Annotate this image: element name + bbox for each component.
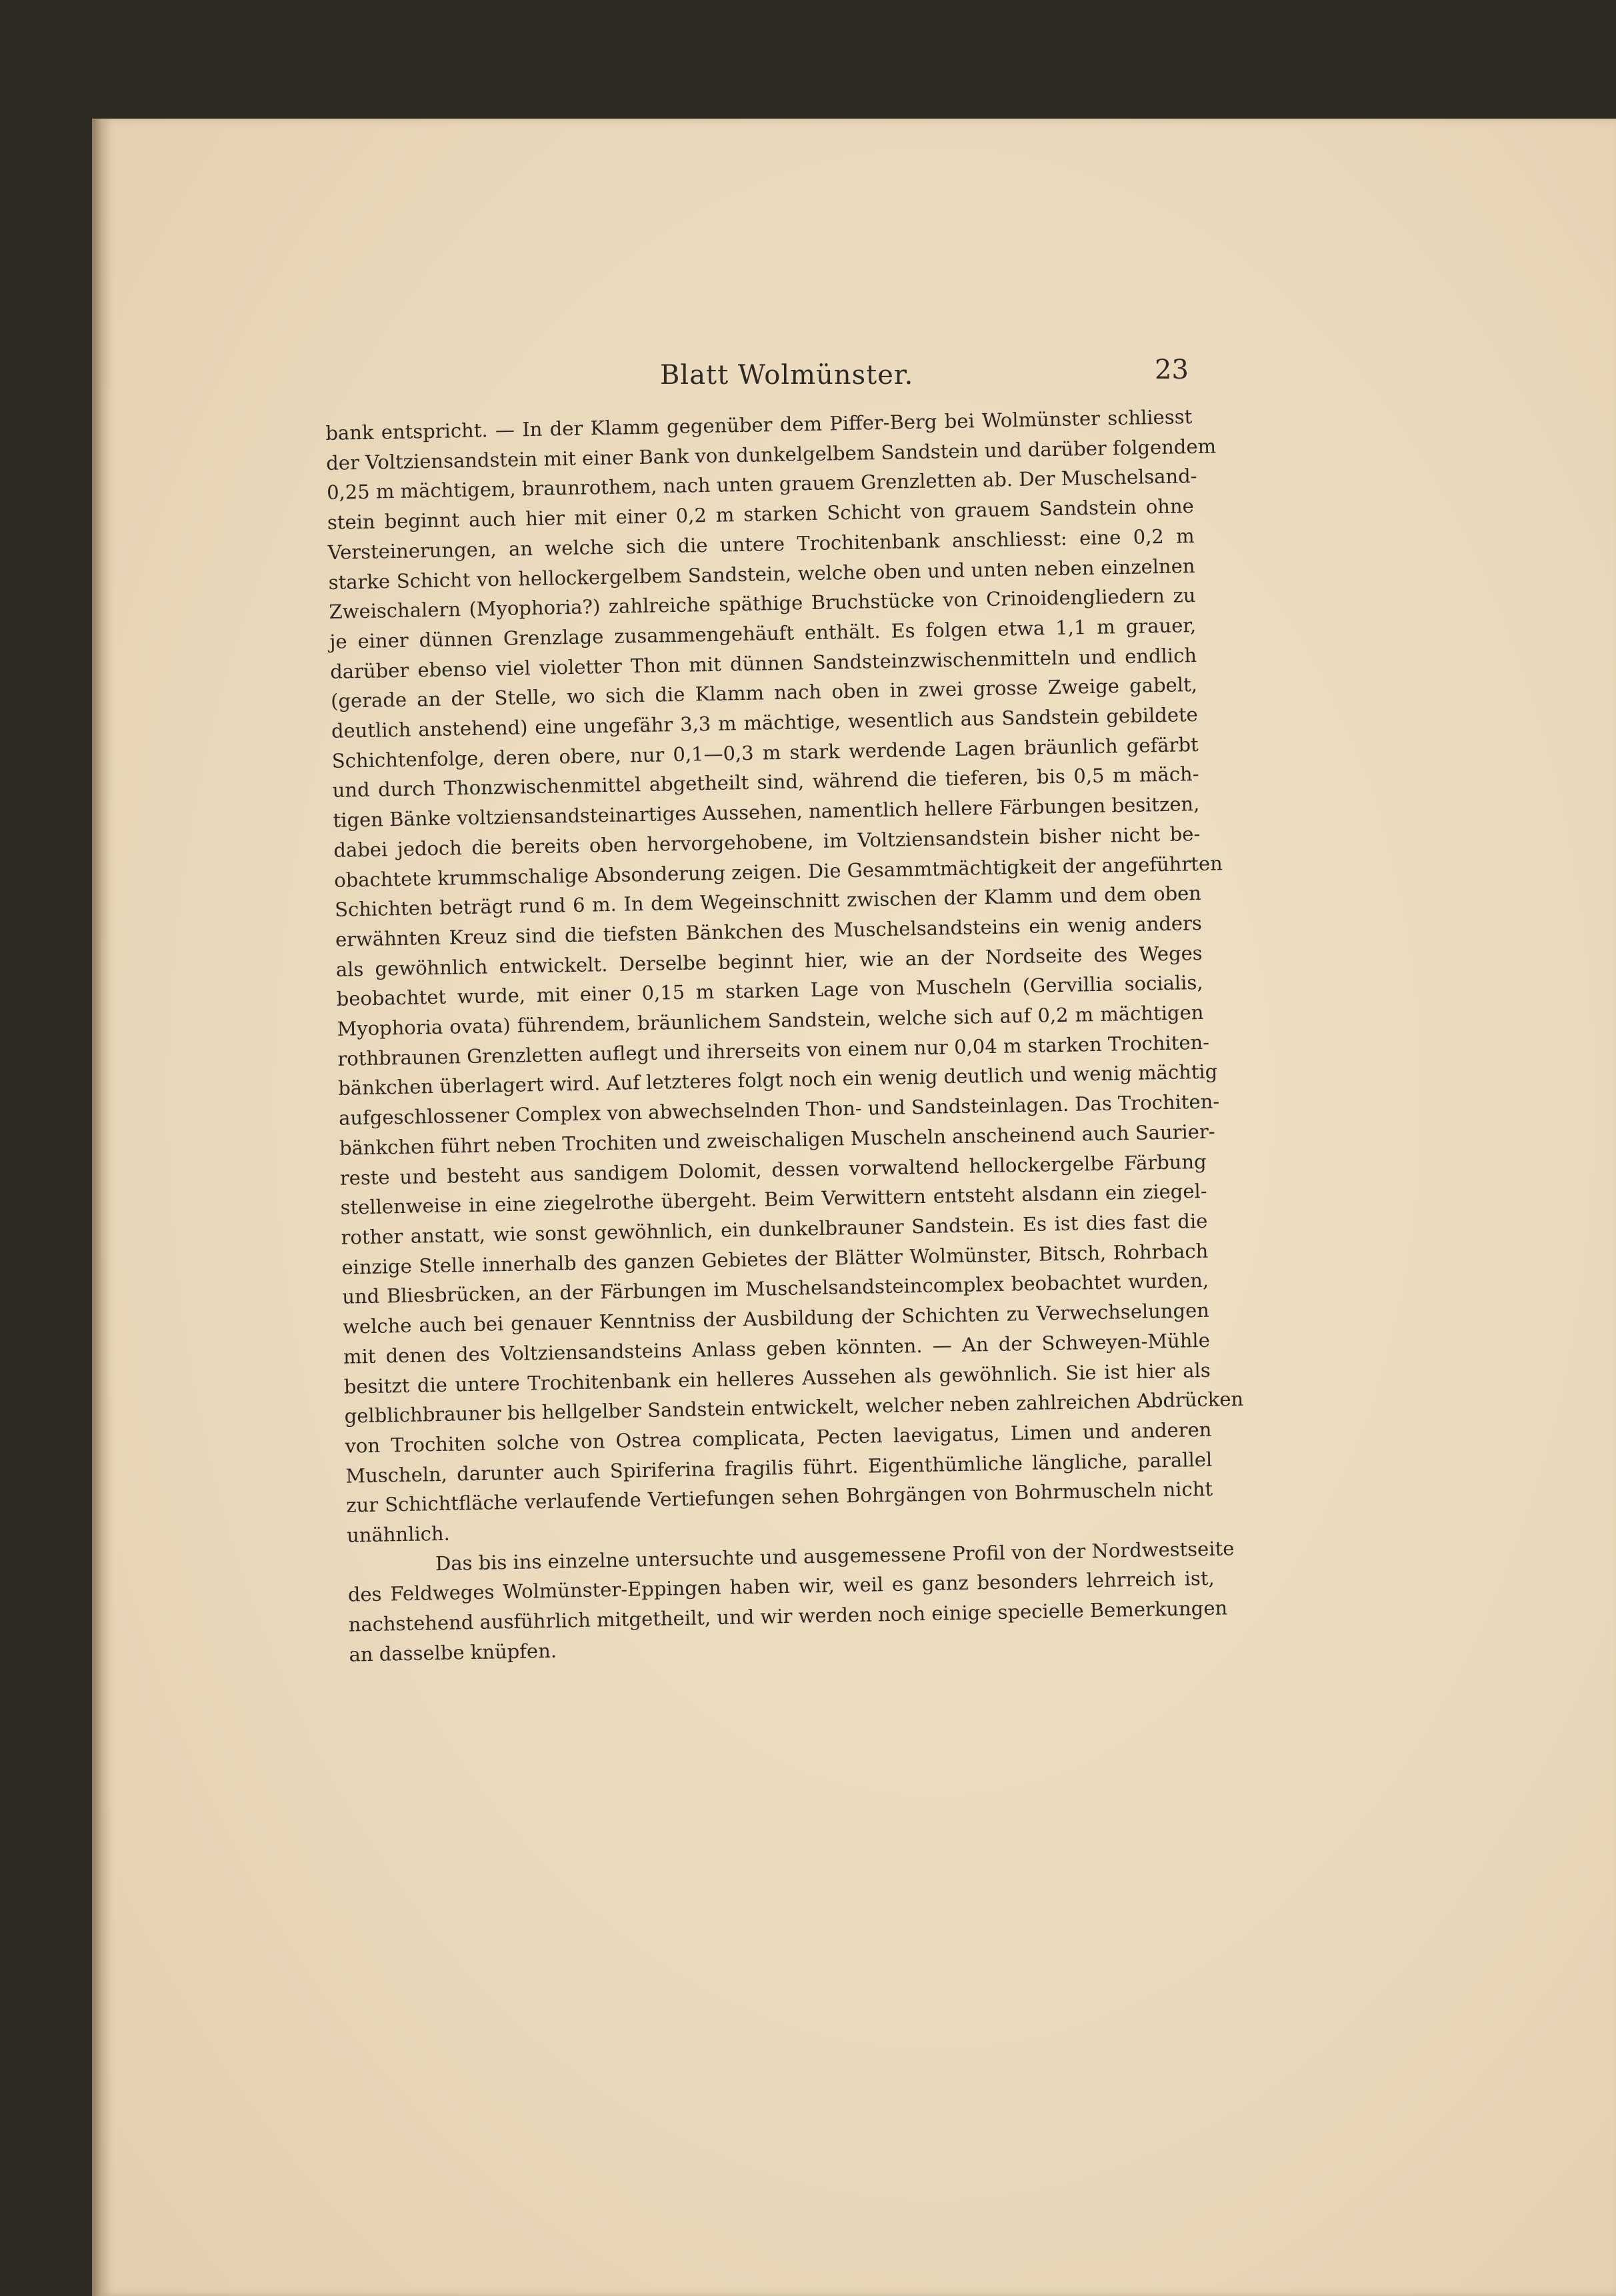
- text-line: stellenweise in eine ziegelrothe übergeht. Beim Verwittern entsteht alsdann ein ziegel-: [340, 1180, 1207, 1220]
- text-line: Schichten beträgt rund 6 m. In dem Wegeinschnitt zwischen der Klamm und dem oben: [334, 882, 1202, 922]
- text-line: welche auch bei genauer Kenntniss der Ausbildung der Schichten zu Verwechselungen: [342, 1298, 1210, 1338]
- text-line: obachtete krummschalige Absonderung zeigen. Die Gesammtmächtigkeit der angeführten: [333, 851, 1223, 892]
- text-line: bank entspricht. — In der Klamm gegenüber dem Piffer-Berg bei Wolmünster schliesst: [325, 405, 1193, 445]
- text-line: starke Schicht von hellockergelbem Sandstein, welche oben und unten neben einzelnen: [328, 554, 1195, 594]
- text-line: beobachtet wurde, mit einer 0,15 m starken Lage von Muscheln (Gervillia socialis,: [336, 971, 1203, 1011]
- text-line: Das bis ins einzelne untersuchte und ausgemessene Profil von der Nordwestseite: [435, 1536, 1235, 1575]
- text-line: reste und besteht aus sandigem Dolomit, dessen vorwaltend hellockergelbe Färbung: [339, 1150, 1207, 1190]
- text-line: bänkchen führt neben Trochiten und zweischaligen Muscheln anscheinend auch Saurier-: [339, 1120, 1215, 1160]
- text-line: des Feldweges Wolmünster-Eppingen haben wir, weil es ganz besonders lehrreich ist,: [347, 1567, 1215, 1607]
- text-line: Zweischalern (Myophoria?) zahlreiche späthige Bruchstücke von Crinoidengliedern zu: [329, 584, 1196, 624]
- text-line: tigen Bänke voltziensandsteinartiges Aussehen, namentlich hellere Färbungen besitzen,: [333, 792, 1200, 832]
- text-line: unähnlich.: [346, 1522, 451, 1547]
- text-line: Muscheln, darunter auch Spiriferina fragilis führt. Eigenthümliche längliche, parallel: [345, 1448, 1213, 1488]
- text-line: an dasselbe knüpfen.: [349, 1639, 557, 1666]
- text-line: von Trochiten solche von Ostrea complicata, Pecten laevigatus, Limen und anderen: [345, 1418, 1212, 1458]
- text-line: stein beginnt auch hier mit einer 0,2 m starken Schicht von grauem Sandstein ohne: [327, 495, 1195, 535]
- text-line: einzige Stelle innerhalb des ganzen Gebietes der Blätter Wolmünster, Bitsch, Rohrbach: [341, 1239, 1209, 1279]
- text-line: Versteinerungen, an welche sich die untere Trochitenbank anschliesst: eine 0,2 m: [327, 524, 1195, 564]
- text-line: erwähnten Kreuz sind die tiefsten Bänkchen des Muschelsandsteins ein wenig anders: [335, 911, 1203, 951]
- text-line: darüber ebenso viel violetter Thon mit dünnen Sandsteinzwischenmitteln und endlich: [329, 643, 1197, 683]
- text-line: gelblichbrauner bis hellgelber Sandstein entwickelt, welcher neben zahlreichen Abdrücken: [344, 1388, 1244, 1428]
- text-line: besitzt die untere Trochitenbank ein helleres Aussehen als gewöhnlich. Sie ist hier als: [343, 1358, 1211, 1398]
- text-line: 0,25 m mächtigem, braunrothem, nach unten grauem Grenzletten ab. Der Muschelsand-: [326, 465, 1197, 505]
- text-line: bänkchen überlagert wird. Auf letzteres folgt noch ein wenig deutlich und wenig mächtig: [337, 1060, 1218, 1100]
- text-line: und Bliesbrücken, an der Färbungen im Muschelsandsteincomplex beobachtet wurden,: [341, 1269, 1209, 1309]
- text-line: je einer dünnen Grenzlage zusammengehäuft enthält. Es folgen etwa 1,1 m grauer,: [329, 613, 1197, 653]
- running-header: Blatt Wolmünster.: [660, 360, 914, 391]
- body-text: [325, 402, 1244, 1670]
- text-line: rothbraunen Grenzletten auflegt und ihrerseits von einem nur 0,04 m starken Trochiten-: [337, 1030, 1210, 1070]
- text-line: und durch Thonzwischenmittel abgetheilt sind, während die tieferen, bis 0,5 m mäch-: [332, 762, 1199, 802]
- text-line: als gewöhnlich entwickelt. Derselbe beginnt hier, wie an der Nordseite des Weges: [335, 941, 1203, 981]
- page-spine-shadow: [92, 119, 101, 2296]
- text-line: mit denen des Voltziensandsteins Anlass geben könnten. — An der Schweyen-Mühle: [343, 1328, 1211, 1368]
- text-line: dabei jedoch die bereits oben hervorgehobene, im Voltziensandstein bisher nicht be-: [333, 822, 1201, 862]
- text-line: zur Schichtfläche verlaufende Vertiefungen sehen Bohrgängen von Bohrmuscheln nicht: [345, 1478, 1213, 1518]
- text-line: der Voltziensandstein mit einer Bank von dunkelgelbem Sandstein und darüber folgendem: [325, 435, 1217, 475]
- text-line: (gerade an der Stelle, wo sich die Klamm nach oben in zwei grosse Zweige gabelt,: [330, 673, 1198, 713]
- text-line: deutlich anstehend) eine ungefähr 3,3 m mächtige, wesentlich aus Sandstein gebildete: [331, 702, 1199, 742]
- text-line: nachstehend ausführlich mitgetheilt, und wir werden noch einige specielle Bemerkungen: [348, 1596, 1228, 1636]
- text-line: Schichtenfolge, deren obere, nur 0,1—0,3 m stark werdende Lagen bräunlich gefärbt: [331, 732, 1199, 772]
- text-line: aufgeschlossener Complex von abwechselnden Thon- und Sandsteinlagen. Das Trochiten-: [338, 1090, 1220, 1130]
- page-number: 23: [1155, 355, 1189, 385]
- text-line: Myophoria ovata) führendem, bräunlichem Sandstein, welche sich auf 0,2 m mächtigen: [337, 1000, 1204, 1040]
- text-line: rother anstatt, wie sonst gewöhnlich, ein dunkelbrauner Sandstein. Es ist dies fast die: [341, 1209, 1208, 1249]
